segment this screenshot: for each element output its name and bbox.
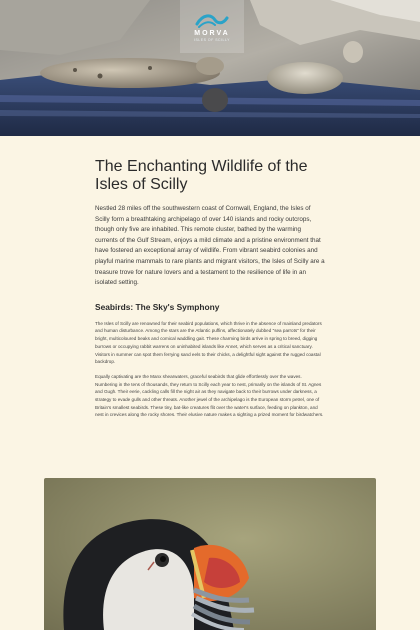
body-paragraph: The Isles of Scilly are renowned for their seabird populations, which thrive in the absence of mainland predators and human disturbance. Among the stars are the Atlantic puffins, affectionately dubbed "sea parrots" for their bright, multicoloured beaks and comical waddling gait. These charming birds arrive in spring to breed, digging burrows or occupying rabbit warrens on uninhabited islands like Annet, which serves as a critical sanctuary. Visitors in summer can spot them ferrying sand eels to their chicks, a delightful sight against the rugged coastal backdrop. xyxy=(95,320,322,365)
brand-logo[interactable] xyxy=(180,0,244,53)
body-paragraph: Equally captivating are the Manx shearwaters, graceful seabirds that glide effortlessly over the waves. Numbering in the tens of thousands, they return to Scilly each year to nest, primarily on the islands of St. Agnes and Gugh. Their eerie, cackling calls fill the night air as they navigate back to their burrows under darkness, a strategy to evade gulls and other threats. Another jewel of the archipelago is the European storm petrel, one of Britain's smallest seabirds. These tiny, bat-like creatures flit over the water's surface, feeding on plankton, and nest in crevices along the rocky shores. Their elusive nature makes a sighting a prized moment for birdwatchers. xyxy=(95,373,324,418)
puffin-photo xyxy=(44,478,376,630)
puffin-image xyxy=(44,478,376,630)
hero-image xyxy=(0,0,420,136)
article-title: The Enchanting Wildlife of the Isles of Scilly xyxy=(95,158,308,193)
article xyxy=(95,158,325,419)
brand-tagline: ISLES OF SCILLY xyxy=(193,37,231,42)
section-title: Seabirds: The Sky's Symphony xyxy=(95,301,220,312)
article-lead: Nestled 28 miles off the southwestern coast of Cornwall, England, the Isles of Scilly form a breathtaking archipelago of over 140 islands and rocky outcrops, though only five are inhabited. This remote cluster, bathed by the warming currents of the Gulf Stream, enjoys a mild climate and a pristine environment that have fostered an exceptional array of wildlife. From vibrant seabird colonies and playful marine mammals to rare plants and migrant visitors, the Isles of Scilly are a treasure trove for nature lovers and a testament to the resilience of life in an isolated setting. xyxy=(95,205,325,287)
brand-name: MORVA xyxy=(194,29,230,37)
wave-logo-icon xyxy=(195,12,229,28)
